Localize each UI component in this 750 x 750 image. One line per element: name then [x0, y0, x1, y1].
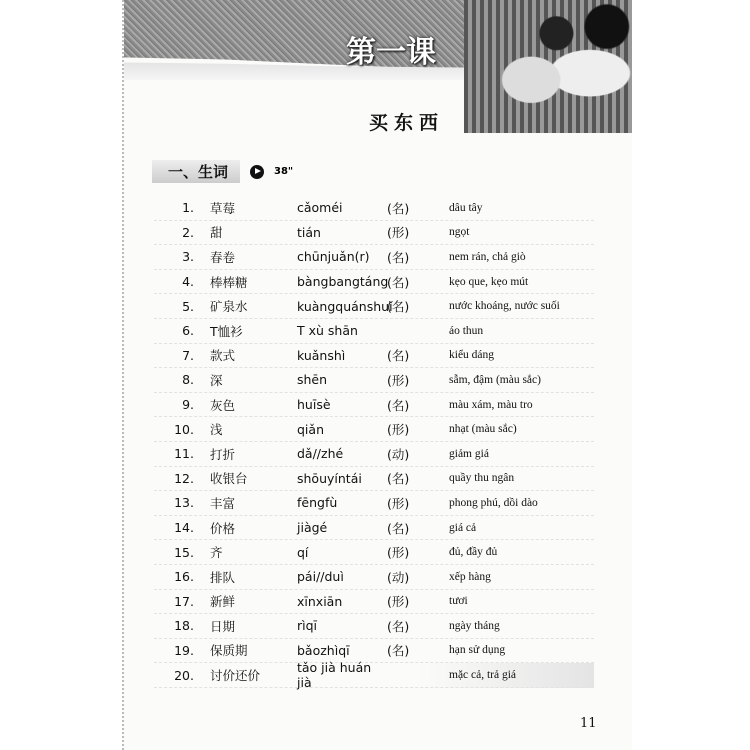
vocab-py: xīnxiān: [297, 593, 343, 609]
vocab-vi: ngày tháng: [449, 619, 500, 632]
vocab-zh: 排队: [210, 569, 236, 585]
vocab-pos: (动): [387, 446, 410, 462]
vocab-pos: (名): [387, 200, 410, 216]
vocab-zh: 灰色: [210, 397, 236, 413]
vocab-pos: (名): [387, 274, 410, 290]
vocab-vi: nhạt (màu sắc): [449, 423, 517, 436]
vocab-vi: sẫm, đậm (màu sắc): [449, 373, 541, 386]
vocab-zh: 齐: [210, 545, 223, 561]
vocab-num: 7.: [182, 347, 194, 363]
vocab-zh: 浅: [210, 422, 223, 438]
vocab-vi: xếp hàng: [449, 570, 491, 583]
vocab-py: dǎ//zhé: [297, 446, 344, 462]
vocab-row: [154, 565, 594, 590]
vocab-num: 6.: [182, 323, 194, 339]
vocab-pos: (名): [387, 643, 410, 659]
vocab-zh: 日期: [210, 618, 236, 634]
vocab-py: shōuyíntái: [297, 470, 362, 486]
vocab-py: T xù shān: [297, 323, 358, 339]
vocab-num: 13.: [174, 495, 194, 511]
vocab-zh: 款式: [210, 348, 236, 364]
vocab-py: bàngbangtáng: [297, 274, 389, 290]
vocab-vi: nem rán, chả giò: [449, 250, 526, 263]
section-label: 一、生词: [152, 160, 240, 183]
vocab-zh: 矿泉水: [210, 299, 248, 315]
vocab-vi: hạn sử dụng: [449, 644, 506, 657]
vocab-pos: (名): [387, 348, 410, 364]
vocab-py: qí: [297, 544, 309, 560]
vocab-zh: 价格: [210, 520, 236, 536]
vocab-pos: (形): [387, 545, 410, 561]
vocab-py: qiǎn: [297, 421, 324, 437]
vocab-py: jiàgé: [297, 520, 328, 536]
vocab-vi: quầy thu ngân: [449, 472, 515, 485]
vocab-num: 4.: [182, 274, 194, 290]
vocab-pos: (名): [387, 249, 410, 265]
vocab-pos: (形): [387, 422, 410, 438]
vocab-zh: 新鲜: [210, 594, 236, 610]
vocab-pos: (名): [387, 520, 410, 536]
vocab-pos: (形): [387, 372, 410, 388]
vocab-pos: (形): [387, 594, 410, 610]
vocab-num: 14.: [174, 520, 194, 536]
vocab-vi: kẹo que, kẹo mút: [449, 275, 529, 288]
vocab-pos: (名): [387, 618, 410, 634]
vocab-num: 20.: [174, 667, 194, 683]
vocab-row: [154, 442, 594, 467]
vocab-py: bǎozhìqī: [297, 642, 350, 658]
vocab-zh: 收银台: [210, 471, 248, 487]
vocab-zh: 保质期: [210, 643, 248, 659]
vocab-num: 5.: [182, 298, 194, 314]
vocab-zh: 草莓: [210, 200, 236, 216]
vocab-py: rìqī: [297, 618, 318, 634]
vocab-pos: (动): [387, 569, 410, 585]
vocab-row: [154, 270, 594, 295]
vocab-num: 8.: [182, 372, 194, 388]
vocab-vi: giảm giá: [449, 447, 489, 460]
page-number: 11: [580, 716, 597, 731]
vocab-row: [154, 319, 594, 344]
vocab-num: 2.: [182, 224, 194, 240]
vocab-num: 1.: [182, 200, 194, 216]
vocab-list: [154, 196, 594, 691]
vocab-row: [154, 491, 594, 516]
vocab-zh: 春卷: [210, 249, 236, 265]
vocab-num: 17.: [174, 593, 194, 609]
audio-duration: 38": [274, 166, 294, 177]
vocab-num: 3.: [182, 249, 194, 265]
vocab-vi: ngọt: [449, 226, 470, 239]
vocab-py: huīsè: [297, 397, 331, 413]
vocab-row: [154, 417, 594, 442]
vocab-py: tián: [297, 224, 321, 240]
vocab-vi: áo thun: [449, 324, 484, 337]
vocab-num: 18.: [174, 618, 194, 634]
vocab-vi: màu xám, màu tro: [449, 398, 533, 411]
vocab-num: 16.: [174, 569, 194, 585]
vocab-zh: 棒棒糖: [210, 274, 248, 290]
vocab-zh: 丰富: [210, 495, 236, 511]
vocab-vi: dâu tây: [449, 201, 483, 214]
vocab-py: tǎo jià huán jià: [297, 660, 372, 691]
textbook-page: [122, 0, 632, 750]
vocab-vi: nước khoáng, nước suối: [449, 300, 560, 313]
vocab-num: 19.: [174, 642, 194, 658]
vocab-py: kuàngquánshuǐ: [297, 298, 393, 314]
vocab-row: [154, 660, 594, 691]
play-icon[interactable]: [250, 165, 264, 179]
vocab-row: [154, 467, 594, 492]
vocab-vi: giá cả: [449, 521, 477, 534]
vocab-zh: 打折: [210, 446, 236, 462]
vocab-row: [154, 393, 594, 418]
vocab-vi: mặc cả, trả giá: [449, 669, 517, 682]
vocab-vi: kiểu dáng: [449, 349, 495, 362]
vocab-row: [154, 294, 594, 319]
vocab-vi: phong phú, dồi dào: [449, 496, 538, 509]
vocab-row: [154, 516, 594, 541]
vocab-py: pái//duì: [297, 569, 344, 585]
vocab-zh: 深: [210, 372, 223, 388]
vocab-py: kuǎnshì: [297, 347, 346, 363]
vocab-row: [154, 540, 594, 565]
vocab-row: [154, 368, 594, 393]
vocab-row: [154, 614, 594, 639]
vocab-py: shēn: [297, 372, 328, 388]
lesson-subtitle: 买东西: [369, 112, 445, 134]
vocab-pos: (名): [387, 397, 410, 413]
vocab-num: 11.: [174, 446, 194, 462]
lesson-title: 第一课: [346, 35, 436, 70]
vocab-zh: 讨价还价: [210, 668, 261, 684]
vocab-pos: (名): [387, 471, 410, 487]
vocab-py: chūnjuǎn(r): [297, 249, 370, 265]
vocab-pos: (名): [387, 299, 410, 315]
vocab-row: [154, 590, 594, 615]
vocab-zh: 甜: [210, 225, 223, 241]
vocab-vi: tươi: [449, 595, 468, 608]
vocab-pos: (形): [387, 225, 410, 241]
vocab-row: [154, 196, 594, 221]
vocab-num: 15.: [174, 544, 194, 560]
vocab-py: fēngfù: [297, 495, 338, 511]
shopping-photo: [464, 0, 632, 133]
vocab-row: [154, 245, 594, 270]
vocab-zh: T恤衫: [210, 323, 243, 339]
vocab-section-header: [152, 160, 293, 183]
vocab-row: [154, 344, 594, 369]
vocab-num: 12.: [174, 470, 194, 486]
vocab-row: [154, 221, 594, 246]
vocab-num: 10.: [174, 421, 194, 437]
vocab-pos: (形): [387, 495, 410, 511]
vocab-vi: đủ, đầy đủ: [449, 546, 498, 559]
vocab-num: 9.: [182, 397, 194, 413]
vocab-py: cǎoméi: [297, 200, 343, 216]
